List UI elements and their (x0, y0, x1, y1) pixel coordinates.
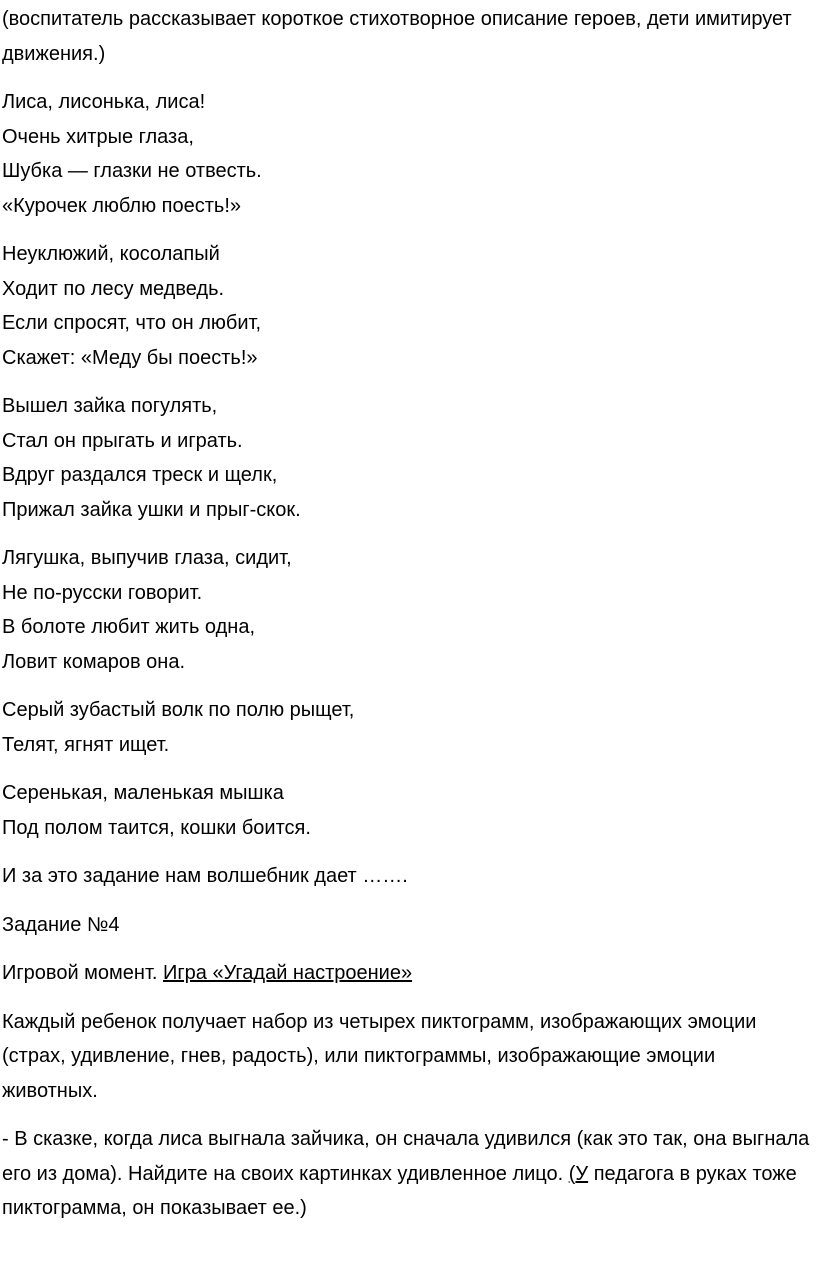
poem-line: «Курочек люблю поесть!» (2, 194, 241, 217)
poem-line: Вдруг раздался треск и щелк, (2, 464, 278, 486)
reward-paragraph: И за это задание нам волшебник дает ……. (2, 865, 408, 887)
poem-line: Телят, ягнят ищет. (2, 733, 170, 756)
stanza-hare (2, 389, 814, 527)
instruction-underlined-letter: У (575, 1162, 589, 1185)
poem-line: Очень хитрые глаза, (2, 125, 194, 148)
stanza-mouse (2, 776, 814, 845)
poem-line: Прижал зайка ушки и прыг-скок. (2, 498, 301, 521)
stanza-fox (2, 85, 814, 223)
instruction-main: - В сказке, когда лиса выгнала зайчика, он сначала удивился (как это так, она выгнала его из дома). Найдите на своих картинках удивленное лицо. (2, 1128, 810, 1185)
poem-line: В болоте любит жить одна, (2, 616, 256, 638)
poem-line: Лягушка, выпучив глаза, сидит, (2, 547, 292, 569)
poem-line: Серый зубастый волк по полю рыщет, (2, 699, 355, 721)
instruction-paragraph (2, 1122, 814, 1226)
poem-line: Лиса, лисонька, лиса! (2, 91, 206, 113)
poem-line: Вышел зайка погулять, (2, 395, 218, 417)
poem-line: Не по-русски говорит. (2, 581, 203, 604)
poem-line: Неуклюжий, косолапый (2, 243, 220, 265)
game-description-paragraph: Каждый ребенок получает набор из четырех пиктограмм, изображающих эмоции (страх, удивление, гнев, радость), или пиктограммы, изображающие эмоции животных. (2, 1010, 757, 1102)
poem-line: Скажет: «Меду бы поесть!» (2, 346, 258, 369)
stanza-wolf (2, 693, 814, 762)
stanza-frog (2, 541, 814, 679)
game-title: Игра «Угадай настроение» (163, 962, 413, 984)
poem-line: Стал он прыгать и играть. (2, 429, 243, 452)
poem-line: Ловит комаров она. (2, 650, 186, 673)
game-prefix: Игровой момент. (2, 962, 164, 984)
poem-line: Под полом таится, кошки боится. (2, 816, 311, 839)
task-heading: Задание №4 (2, 913, 120, 936)
poem-line: Ходит по лесу медведь. (2, 277, 225, 300)
poem-line: Шубка — глазки не отвесть. (2, 160, 262, 182)
game-paragraph (2, 956, 814, 991)
stanza-bear (2, 237, 814, 375)
poem-line: Если спросят, что он любит, (2, 312, 262, 334)
instruction-tail: педагога в руках тоже пиктограмма, он показывает ее.) (2, 1162, 797, 1219)
poem-line: Серенькая, маленькая мышка (2, 782, 284, 804)
intro-paragraph: (воспитатель рассказывает короткое стихотворное описание героев, дети имитирует движения.) (2, 8, 792, 65)
instruction-paren-open: ( (568, 1162, 576, 1185)
